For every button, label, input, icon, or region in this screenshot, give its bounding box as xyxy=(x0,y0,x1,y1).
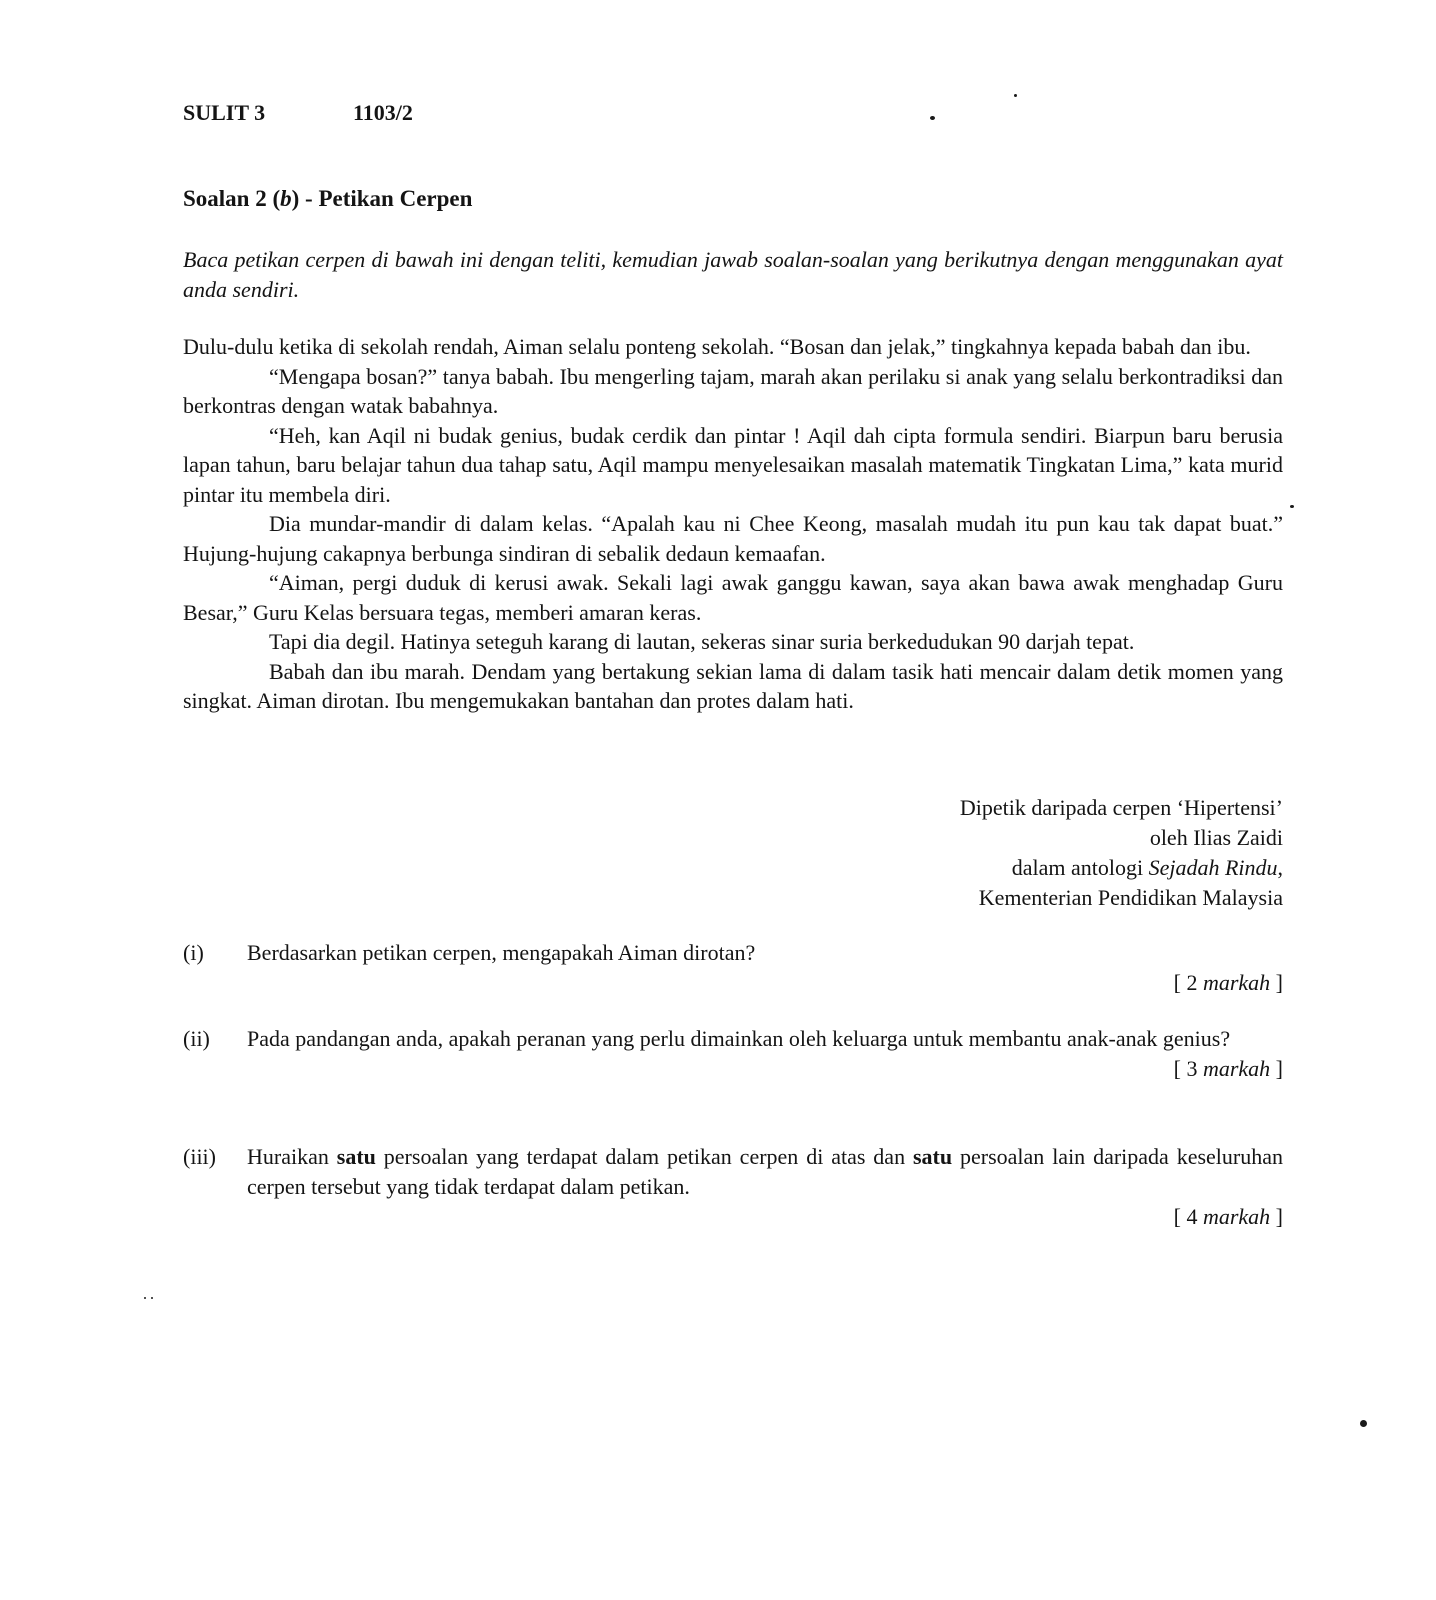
marks-label: [ 4 markah ] xyxy=(1173,1204,1283,1229)
emphasis-word: satu xyxy=(912,1144,953,1169)
marks-value: 4 xyxy=(1186,1204,1198,1229)
passage-paragraph: Dulu-dulu ketika di sekolah rendah, Aiman selalu ponteng sekolah. “Bosan dan jelak,” tingkahnya kepada babah dan ibu. xyxy=(183,334,1251,359)
citation-line: Dipetik daripada cerpen ‘Hipertensi’ xyxy=(959,795,1283,820)
question-number: (ii) xyxy=(183,1026,210,1051)
passage-paragraph: “Heh, kan Aqil ni budak genius, budak cerdik dan pintar ! Aqil dah cipta formula sendiri. Biarpun baru berusia lapan tahun, baru belajar tahun dua tahap satu, Aqil mampu menyelesaikan masalah matematik Tingkatan Lima,” kata murid pintar itu membela diri. xyxy=(183,422,1283,507)
question-ii xyxy=(183,1024,1283,1084)
marks-value: 2 xyxy=(1186,970,1198,995)
marks-value: 3 xyxy=(1186,1056,1198,1081)
question-number: (iii) xyxy=(183,1144,216,1169)
passage-paragraph: Dia mundar-mandir di dalam kelas. “Apalah kau ni Chee Keong, masalah mudah itu pun kau tak dapat buat.” Hujung-hujung cakapnya berbunga sindiran di sebalik dedaun kemaafan. xyxy=(183,511,1283,566)
citation-line: oleh Ilias Zaidi xyxy=(1149,825,1283,850)
question-text-part: persoalan yang terdapat dalam petikan cerpen di atas dan xyxy=(375,1144,913,1169)
paper-code: 1103/2 xyxy=(353,100,413,125)
scan-speck xyxy=(1360,1420,1367,1427)
question-text-part: persoalan lain daripada keseluruhan cerpen tersebut yang tidak terdapat dalam petikan. xyxy=(247,1144,1284,1199)
marks-word: markah xyxy=(1202,970,1271,995)
scan-speck xyxy=(1014,94,1017,97)
marks-label: [ 2 markah ] xyxy=(1173,970,1283,995)
marks-word: markah xyxy=(1202,1204,1271,1229)
citation-suffix: , xyxy=(1277,855,1283,880)
question-iii xyxy=(183,1142,1283,1232)
marks-label: [ 3 markah ] xyxy=(1173,1056,1283,1081)
citation-line: Kementerian Pendidikan Malaysia xyxy=(978,885,1283,910)
scan-speck xyxy=(1290,505,1294,508)
title-prefix: Soalan 2 ( xyxy=(183,186,281,211)
question-text-part: Huraikan xyxy=(247,1144,337,1169)
question-text xyxy=(247,1142,1283,1202)
title-italic: b xyxy=(280,186,292,211)
passage-paragraph: “Aiman, pergi duduk di kerusi awak. Sekali lagi awak ganggu kawan, saya akan bawa awak menghadap Guru Besar,” Guru Kelas bersuara tegas, memberi amaran keras. xyxy=(183,570,1283,625)
emphasis-word: satu xyxy=(336,1144,376,1169)
citation-prefix: dalam antologi xyxy=(1011,855,1149,880)
citation-line xyxy=(960,853,1283,883)
question-i xyxy=(183,938,1283,998)
passage-paragraph: “Mengapa bosan?” tanya babah. Ibu mengerling tajam, marah akan perilaku si anak yang selalu berkontradiksi dan berkontras dengan watak babahnya. xyxy=(183,363,1283,418)
sulit-label: SULIT 3 xyxy=(183,100,266,125)
scan-speck xyxy=(151,1297,153,1299)
section-title xyxy=(183,186,472,212)
scan-speck xyxy=(930,116,935,120)
scan-speck xyxy=(144,1297,146,1299)
question-text: Berdasarkan petikan cerpen, mengapakah Aiman dirotan? xyxy=(247,940,756,965)
marks-word: markah xyxy=(1202,1056,1271,1081)
instruction-text: Baca petikan cerpen di bawah ini dengan teliti, kemudian jawab soalan-soalan yang berikutnya dengan menggunakan ayat anda sendiri. xyxy=(183,247,1283,302)
page-header xyxy=(183,100,413,126)
passage-paragraph: Tapi dia degil. Hatinya seteguh karang di lautan, sekeras sinar suria berkedudukan 90 darjah tepat. xyxy=(269,629,1135,654)
question-text: Pada pandangan anda, apakah peranan yang perlu dimainkan oleh keluarga untuk membantu anak-anak genius? xyxy=(247,1026,1231,1051)
source-citation xyxy=(960,793,1283,913)
question-number: (i) xyxy=(183,940,204,965)
passage-paragraph: Babah dan ibu marah. Dendam yang bertakung sekian lama di dalam tasik hati mencair dalam detik momen yang singkat. Aiman dirotan. Ibu mengemukakan bantahan dan protes dalam hati. xyxy=(183,658,1283,713)
story-passage xyxy=(183,332,1283,716)
title-suffix: ) - Petikan Cerpen xyxy=(291,186,473,211)
anthology-title: Sejadah Rindu xyxy=(1148,855,1278,880)
